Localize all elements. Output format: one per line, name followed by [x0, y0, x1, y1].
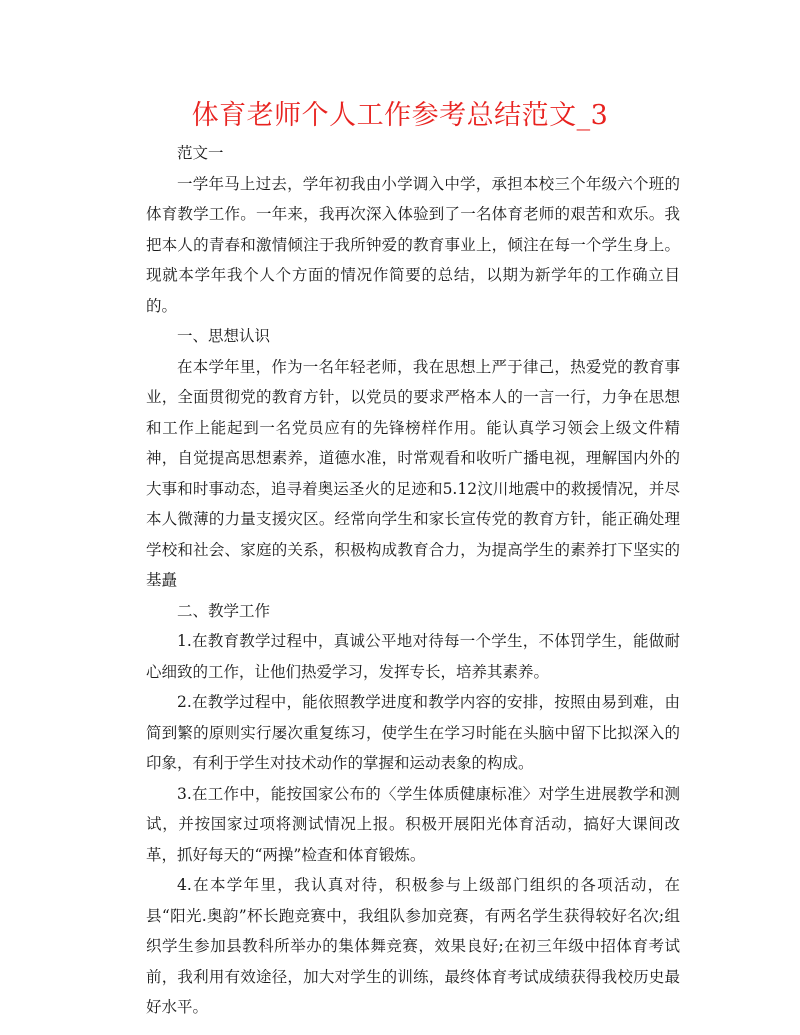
section-heading: 一、思想认识: [177, 327, 271, 345]
paragraph: 2.在教学过程中，能依照教学进度和教学内容的安排，按照由易到难，由简到繁的原则实行屡次重复练习，使学生在学习时能在头脑中留下比拟深入的印象，有利于学生对技术动作的掌握和运动表象的构成。: [146, 693, 680, 772]
paragraph: 3.在工作中，能按国家公布的〈学生体质健康标准〉对学生进展教学和测试，并按国家过项将测试情况上报。积极开展阳光体育活动，搞好大课间改革，抓好每天的“两操”检查和体育锻炼。: [146, 784, 680, 864]
document-body: [146, 138, 680, 1023]
paragraph: 一学年马上过去，学年初我由小学调入中学，承担本校三个年级六个班的体育教学工作。一年来，我再次深入体验到了一名体育老师的艰苦和欢乐。我把本人的青春和激情倾注于我所钟爱的教育事业上，倾注在每一个学生身上。现就本学年我个人个方面的情况作简要的总结，以期为新学年的工作确立目的。: [146, 174, 680, 315]
paragraph: 1.在教育教学过程中，真诚公平地对待每一个学生，不体罚学生，能做耐心细致的工作，让他们热爱学习，发挥专长，培养其素养。: [146, 632, 680, 681]
section-heading: 二、教学工作: [177, 601, 271, 620]
paragraph: 在本学年里，作为一名年轻老师，我在思想上严于律己，热爱党的教育事业，全面贯彻党的教育方针，以党员的要求严格本人的一言一行，力争在思想和工作上能起到一名党员应有的先锋榜样作用。能认真学习领会上级文件精神，自觉提高思想素养，道德水准，时常观看和收听广播电视，理解国内外的大事和时事动态，追寻着奥运圣火的足迹和5.12汶川地震中的救援情况，并尽本人微薄的力量支援灾区。经常向学生和家长宣传党的教育方针，能正确处理学校和社会、家庭的关系，积极构成教育合力，为提高学生的素养打下坚实的基矗: [146, 357, 680, 589]
document-title: 体育老师个人工作参考总结范文_3: [191, 100, 609, 131]
section-label: 范文一: [177, 144, 224, 162]
paragraph: 4.在本学年里，我认真对待，积极参与上级部门组织的各项活动，在县“阳光.奥韵”杯长跑竞赛中，我组队参加竞赛，有两名学生获得较好名次;组织学生参加县教科所举办的集体舞竞赛，效果良好;在初三年级中招体育考试前，我利用有效途径，加大对学生的训练，最终体育考试成绩获得我校历史最好水平。: [146, 876, 680, 1016]
